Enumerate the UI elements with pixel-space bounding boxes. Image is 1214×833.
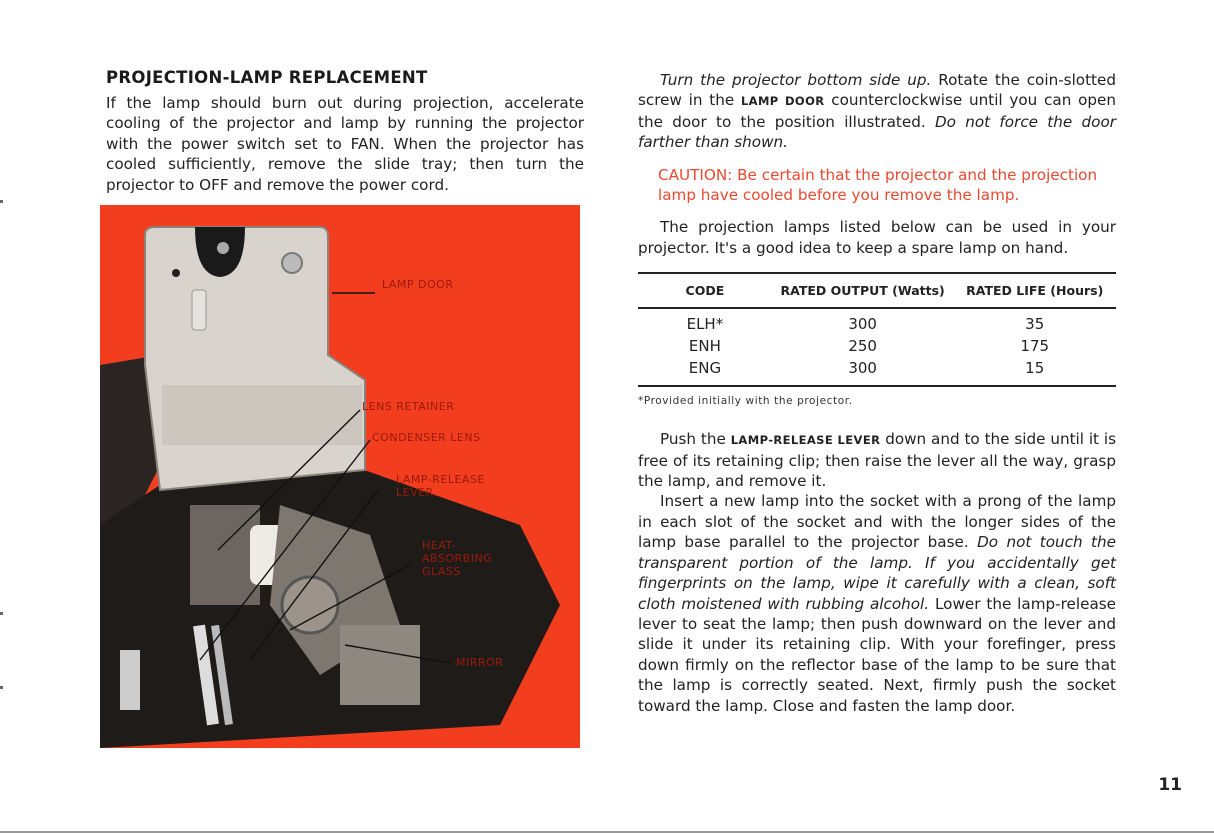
instruction-italic-2: Do not force the door farther than shown. xyxy=(638,112,1116,152)
cell-output: 300 xyxy=(772,357,954,386)
header-rated-output: RATED OUTPUT (Watts) xyxy=(772,273,954,308)
table-row xyxy=(638,335,1116,357)
table-footnote: *Provided initially with the projector. xyxy=(638,395,853,408)
callout-condenser-lens: CONDENSER LENS xyxy=(372,431,481,444)
instruction-text-4b: Lower the lamp-release lever to seat the lamp; then push downward on the lever and slide it under its retaining clip. With your forefinger, press down firmly on the reflector base of the lamp to be sure that the lamp is correctly seated. Next, firmly push the socket toward the lamp. Close and fasten the lamp door. xyxy=(638,594,1117,715)
table-row xyxy=(638,308,1116,335)
door-slot xyxy=(192,290,206,330)
table-header-row xyxy=(638,273,1116,308)
cell-output: 250 xyxy=(848,337,877,356)
instruction-paragraph-3 xyxy=(638,429,1116,491)
caution-note: CAUTION: Be certain that the projector and the projection lamp have cooled before you remove the lamp. xyxy=(658,165,1098,205)
callout-lamp-door: LAMP DOOR xyxy=(382,278,454,291)
door-label-area xyxy=(162,385,362,445)
cell-life: 35 xyxy=(1025,315,1045,334)
cell-code: ENH xyxy=(688,337,721,356)
door-screw xyxy=(217,242,229,254)
header-rated-life: RATED LIFE (Hours) xyxy=(953,273,1116,308)
reflector xyxy=(282,577,338,633)
callout-heat-absorbing-glass: HEAT-ABSORBING GLASS xyxy=(422,539,493,578)
side-clip xyxy=(120,650,140,710)
right-column xyxy=(638,70,1116,716)
callout-lens-retainer: LENS RETAINER xyxy=(362,400,455,413)
lamps-intro: The projection lamps listed below can be used in your projector. It's a good idea to keep a spare lamp on hand. xyxy=(638,218,1116,257)
lamp-release-lever-term: LAMP-RELEASE LEVER xyxy=(730,433,881,448)
condenser-housing xyxy=(190,505,260,605)
left-column xyxy=(106,68,584,195)
edge-mark xyxy=(0,200,3,203)
cell-code: ELH* xyxy=(686,315,724,334)
instruction-text-3a: Push the xyxy=(660,430,731,449)
door-hole xyxy=(172,269,180,277)
instruction-italic-4: Do not touch the transparent portion of the lamp. If you accidentally get fingerprints on the lamp, wipe it carefully with a clean, soft cloth moistened with rubbing alcohol. xyxy=(638,533,1116,613)
mirror-housing xyxy=(340,625,420,705)
page-number: 11 xyxy=(1158,775,1182,795)
instruction-text-1b: counterclockwise until you can open the door to the position illustrated. xyxy=(638,91,1116,131)
section-title: PROJECTION-LAMP REPLACEMENT xyxy=(106,68,428,87)
lamp-table xyxy=(638,272,1116,387)
instruction-paragraph-1 xyxy=(638,70,1116,153)
lamp-door-panel xyxy=(145,227,365,490)
instruction-italic-1: Turn the projector bottom side up. xyxy=(660,71,932,89)
instruction-paragraph-4 xyxy=(638,491,1116,715)
door-knob xyxy=(282,253,302,273)
intro-paragraph: If the lamp should burn out during projection, accelerate cooling of the projector and lamp by running the projector with the power switch set to FAN. When the projector has cooled sufficiently, remove the slide tray; then turn the projector to OFF and remove the power cord. xyxy=(106,94,584,194)
edge-mark xyxy=(0,686,3,689)
instruction-text-1a: Rotate the coin-slotted screw in the xyxy=(638,71,1116,110)
instruction-text-4a: Insert a new lamp into the socket with a prong of the lamp in each slot of the socket and with the longer sides of the lamp base parallel to the projector base. xyxy=(638,492,1116,552)
lamp-door-term: LAMP DOOR xyxy=(740,94,825,109)
table-row xyxy=(638,357,1116,386)
callout-lamp-release-lever: LAMP-RELEASE LEVER xyxy=(396,473,485,499)
cell-output: 300 xyxy=(848,315,877,334)
cell-life: 15 xyxy=(953,357,1116,386)
cell-code: ENG xyxy=(638,357,772,386)
callout-mirror: MIRROR xyxy=(456,656,504,669)
instruction-text-3b: down and to the side until it is free of its retaining clip; then raise the lever all the way, grasp the lamp, and remove it. xyxy=(638,430,1116,491)
cell-life: 175 xyxy=(1020,337,1050,356)
projector-illustration xyxy=(100,205,580,748)
header-code: CODE xyxy=(638,273,772,308)
edge-mark xyxy=(0,612,3,615)
